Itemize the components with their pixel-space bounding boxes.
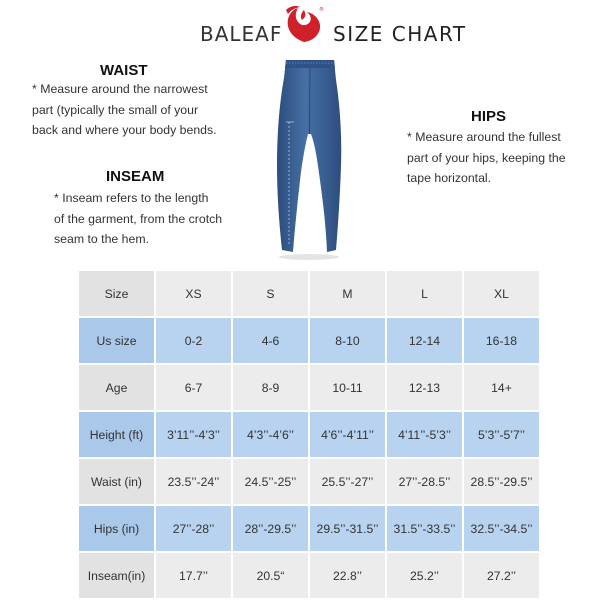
size-table: [79, 271, 539, 599]
waist-line: back and where your body bends.: [32, 123, 217, 137]
table-cell: XL: [464, 271, 539, 316]
table-cell: 17.7’’: [156, 553, 231, 598]
table-cell: Size: [79, 271, 154, 316]
table-cell: M: [310, 271, 385, 316]
table-cell: 5’3’’-5’7’’: [464, 412, 539, 457]
table-cell: 4’3’’-4’6’’: [233, 412, 308, 457]
table-cell: 4’11’’-5’3’’: [387, 412, 462, 457]
leggings-product-image: [262, 56, 354, 262]
table-cell: L: [387, 271, 462, 316]
table-cell: 25.5’’-27’’: [310, 459, 385, 504]
table-cell: 27’’-28.5’’: [387, 459, 462, 504]
hips-line: part of your hips, keeping the: [407, 150, 566, 165]
baleaf-logo-icon: [280, 4, 328, 44]
leggings-seam: [310, 68, 311, 134]
table-cell: 4’6’’-4’11’’: [310, 412, 385, 457]
table-cell: 27.2’’: [464, 553, 539, 598]
size-chart-title: SIZE CHART: [333, 22, 467, 46]
hips-title: HIPS: [471, 108, 507, 125]
hips-description: [407, 127, 566, 189]
logo-leaf: [288, 8, 320, 42]
table-cell: 29.5’’-31.5’’: [310, 506, 385, 551]
table-cell: 14+: [464, 365, 539, 410]
table-cell: 8-10: [310, 318, 385, 363]
inseam-description: [54, 188, 222, 250]
table-cell: XS: [156, 271, 231, 316]
table-cell: 20.5“: [233, 553, 308, 598]
table-cell: 24.5’’-25’’: [233, 459, 308, 504]
table-cell: 22.8’’: [310, 553, 385, 598]
table-cell: 3’11’’-4’3’’: [156, 412, 231, 457]
inseam-line: seam to the hem.: [54, 232, 150, 246]
hips-line: * Measure around the fullest: [407, 130, 561, 144]
table-cell: 10-11: [310, 365, 385, 410]
table-cell: 28’’-29.5’’: [233, 506, 308, 551]
hips-line: tape horizontal.: [407, 171, 492, 185]
leggings-shadow: [279, 254, 339, 260]
table-cell: Hips (in): [79, 506, 154, 551]
table-cell: 28.5’’-29.5’’: [464, 459, 539, 504]
waist-line: * Measure around the narrowest: [32, 82, 208, 96]
table-cell: 12-13: [387, 365, 462, 410]
table-cell: Inseam(in): [79, 553, 154, 598]
inseam-line: of the garment, from the crotch: [54, 211, 223, 226]
waist-title: WAIST: [100, 62, 148, 79]
leggings-body: [277, 60, 341, 252]
table-cell: 25.2’’: [387, 553, 462, 598]
table-cell: 4-6: [233, 318, 308, 363]
table-cell: 6-7: [156, 365, 231, 410]
table-cell: 16-18: [464, 318, 539, 363]
table-cell: 12-14: [387, 318, 462, 363]
table-cell: 8-9: [233, 365, 308, 410]
table-cell: 32.5’’-34.5’’: [464, 506, 539, 551]
leggings-waistband: [285, 60, 335, 68]
table-cell: 27’’-28’’: [156, 506, 231, 551]
table-cell: Age: [79, 365, 154, 410]
table-cell: Waist (in): [79, 459, 154, 504]
table-cell: Height (ft): [79, 412, 154, 457]
inseam-title: INSEAM: [106, 168, 165, 185]
table-cell: 23.5’’-24’’: [156, 459, 231, 504]
header: [0, 4, 600, 54]
table-cell: 31.5’’-33.5’’: [387, 506, 462, 551]
svg-text:®: ®: [319, 7, 324, 13]
waist-description: [32, 79, 217, 141]
waist-line: part (typically the small of your: [32, 102, 199, 117]
table-cell: Us size: [79, 318, 154, 363]
brand-name: BALEAF: [200, 22, 283, 46]
inseam-line: * Inseam refers to the length: [54, 191, 209, 205]
table-cell: S: [233, 271, 308, 316]
table-cell: 0-2: [156, 318, 231, 363]
